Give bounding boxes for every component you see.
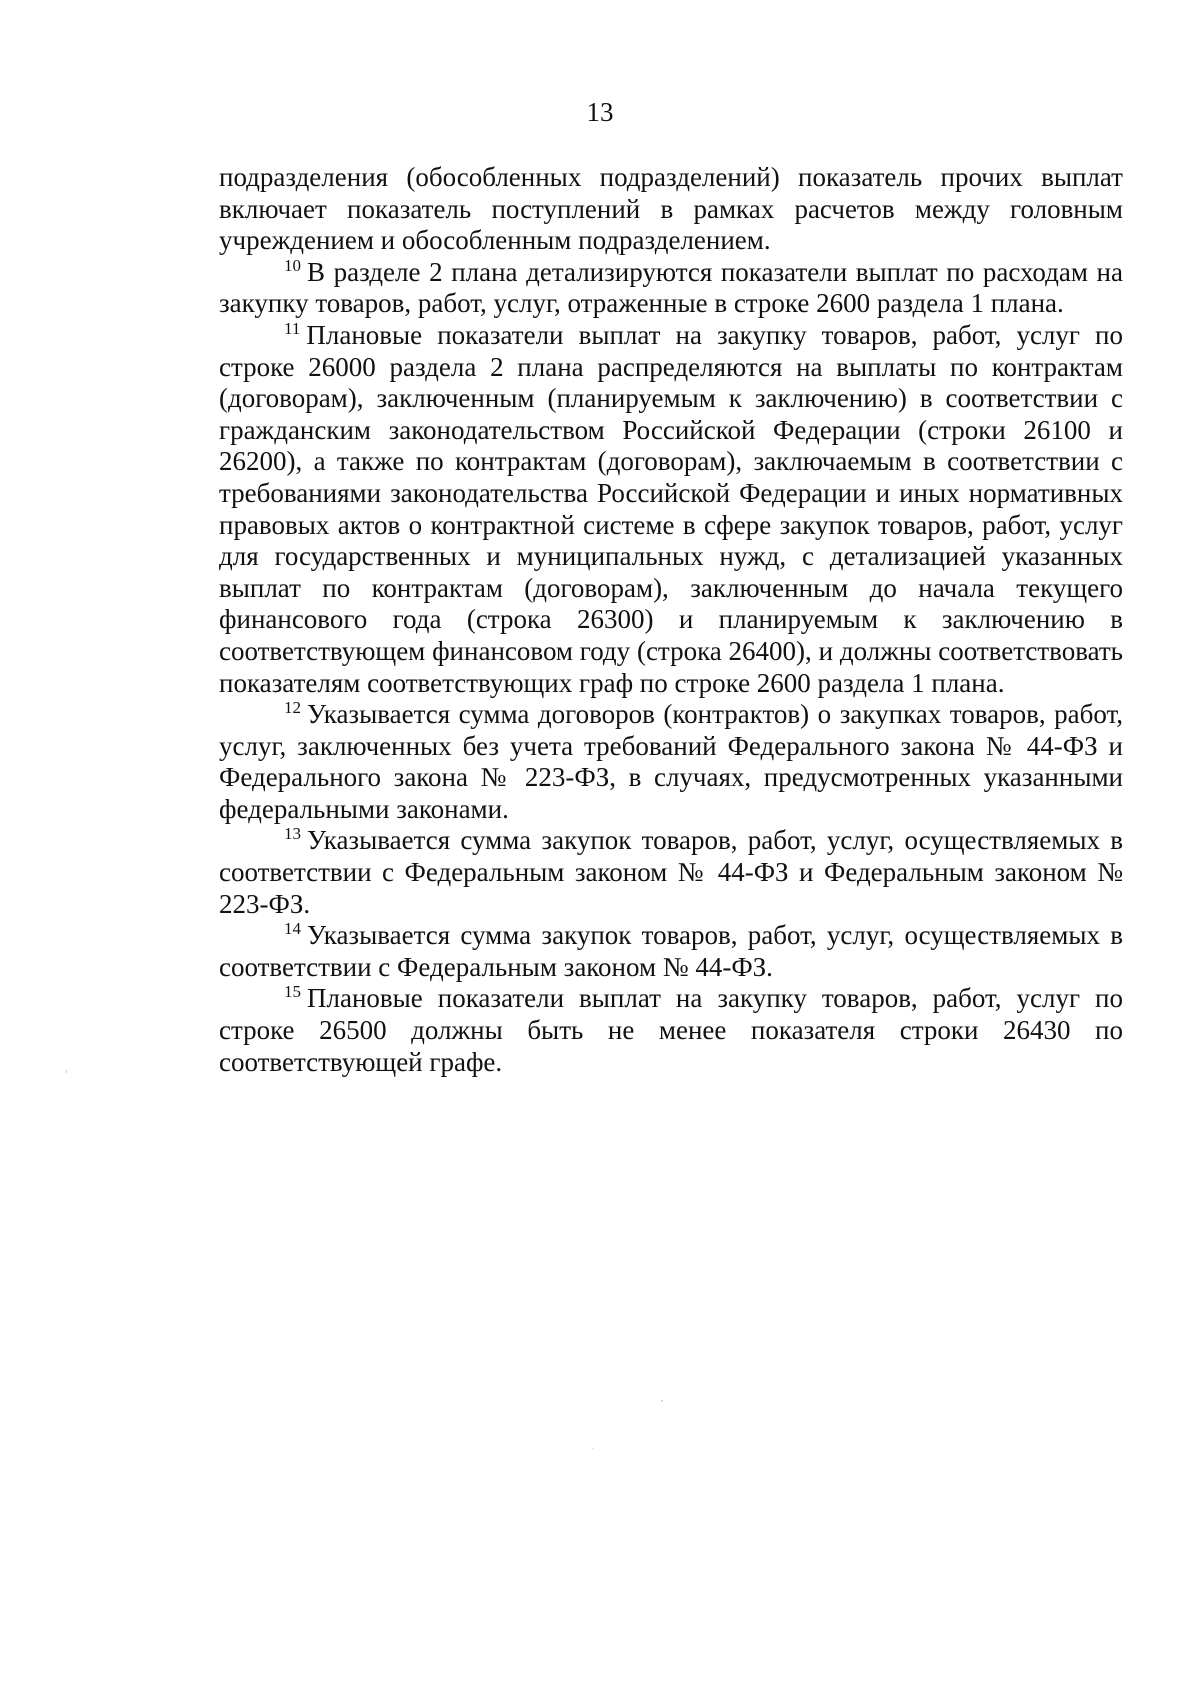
footnote-marker: 10 xyxy=(284,255,301,275)
footnote-marker: 14 xyxy=(284,919,301,939)
footnote-paragraph-13 xyxy=(219,825,1123,920)
footnote-marker: 13 xyxy=(284,824,301,844)
paragraph-text: Указывается сумма закупок товаров, работ, услуг, осуществляемых в соответствии с Федеральным законом № 44-ФЗ и Федеральным законом № 223-ФЗ. xyxy=(219,825,1123,919)
paragraph-text: Указывается сумма договоров (контрактов) о закупках товаров, работ, услуг, заключенных без учета требований Федерального закона № 44-ФЗ и Федерального закона № 223-ФЗ, в случаях, предусмотренных указанными федеральными законами. xyxy=(219,699,1123,824)
footnotes-body xyxy=(219,162,1123,1078)
footnote-marker: 12 xyxy=(284,698,301,718)
footnote-paragraph-10 xyxy=(219,257,1123,320)
paragraph-text: Плановые показатели выплат на закупку товаров, работ, услуг по строке 26500 должны быть не менее показателя строки 26430 по соответствующей графе. xyxy=(219,983,1123,1077)
scan-speck xyxy=(66,1070,67,1073)
footnote-paragraph-14 xyxy=(219,920,1123,983)
footnote-paragraph-15 xyxy=(219,983,1123,1078)
footnote-marker: 15 xyxy=(284,982,301,1002)
paragraph-text: В разделе 2 плана детализируются показатели выплат по расходам на закупку товаров, работ, услуг, отраженные в строке 2600 раздела 1 плана. xyxy=(219,256,1123,319)
scan-speck xyxy=(661,1400,663,1402)
scan-speck xyxy=(592,1448,593,1449)
footnote-paragraph-12 xyxy=(219,699,1123,825)
footnote-marker: 11 xyxy=(284,318,301,338)
page-number: 13 xyxy=(586,97,614,127)
paragraph-text: Плановые показатели выплат на закупку товаров, работ, услуг по строке 26000 раздела 2 плана распределяются на выплаты по контрактам (договорам), заключенным (планируемым к заключению) в соответствии с гражданским законодательством Российской Федерации (строки 26100 и 26200), а также по контрактам (договорам), заключаемым в соответствии с требованиями законодательства Российской Федерации и иных нормативных правовых актов о контрактной системе в сфере закупок товаров, работ, услуг для государственных и муниципальных нужд, с детализацией указанных выплат по контрактам (договорам), заключенным до начала текущего финансового года (строка 26300) и планируемым к заключению в соответствующем финансовом году (строка 26400), и должны соответствовать показателям соответствующих граф по строке 2600 раздела 1 плана. xyxy=(219,319,1123,698)
paragraph-continuation xyxy=(219,162,1123,257)
paragraph-text: Указывается сумма закупок товаров, работ, услуг, осуществляемых в соответствии с Федеральным законом № 44-ФЗ. xyxy=(219,920,1123,982)
paragraph-text: подразделения (обособленных подразделений) показатель прочих выплат включает показатель поступлений в рамках расчетов между головным учреждением и обособленным подразделением. xyxy=(219,162,1123,256)
footnote-paragraph-11 xyxy=(219,320,1123,699)
